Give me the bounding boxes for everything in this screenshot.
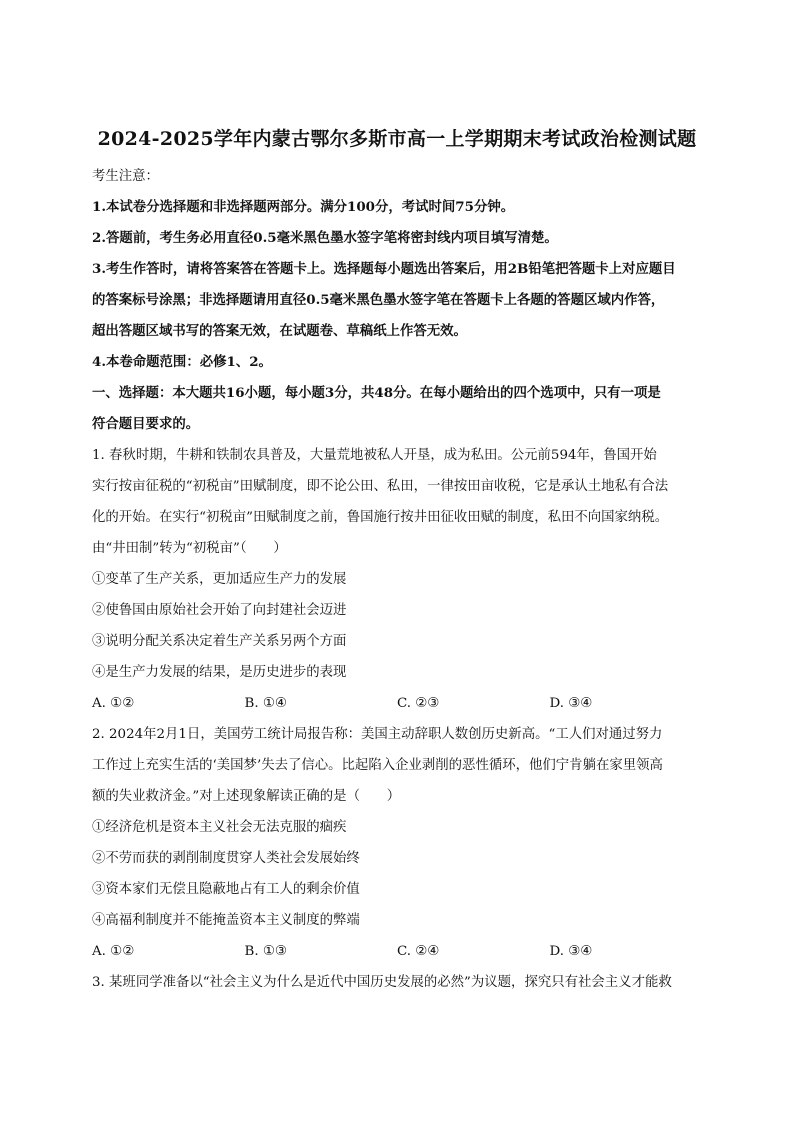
question-stem bbox=[92, 967, 702, 998]
question-line: 由“井田制”转为“初税亩”（ ） bbox=[92, 541, 287, 556]
statement-option: ④是生产力发展的结果，是历史进步的表现 bbox=[92, 665, 347, 680]
choice-c: C. ②③ bbox=[397, 696, 440, 711]
question-line: 1. 春秋时期，牛耕和铁制农具普及，大量荒地被私人开垦，成为私田。公元前594年，鲁国开始 bbox=[92, 448, 657, 463]
section-heading-cont: 符合题目要求的。 bbox=[92, 416, 200, 432]
answer-choices bbox=[92, 936, 702, 967]
notice-item: 2.答题前，考生务必用直径0.5毫米黑色墨水签字笔将密封线内项目填写清楚。 bbox=[92, 230, 558, 246]
question-line: 额的失业救济金。”对上述现象解读正确的是（ ） bbox=[92, 789, 401, 804]
question-2 bbox=[92, 719, 702, 967]
choice-c: C. ②④ bbox=[397, 944, 440, 959]
question-3 bbox=[92, 967, 702, 998]
question-line: 3. 某班同学准备以“社会主义为什么是近代中国历史发展的必然”为议题，探究只有社会主义才能救 bbox=[92, 975, 672, 990]
statement-option: ①经济危机是资本主义社会无法克服的痼疾 bbox=[92, 820, 347, 835]
statement-option: ③资本家们无偿且隐蔽地占有工人的剩余价值 bbox=[92, 882, 360, 897]
choice-b: B. ①④ bbox=[244, 696, 287, 711]
choice-a: A. ①② bbox=[92, 944, 135, 959]
question-line: 实行按亩征税的“初税亩”田赋制度，即不论公田、私田，一律按田亩收税，它是承认土地私有合法 bbox=[92, 479, 669, 494]
question-1 bbox=[92, 440, 702, 719]
choice-d: D. ③④ bbox=[549, 944, 593, 959]
question-stem bbox=[92, 719, 702, 812]
notice-item: 3.考生作答时，请将答案答在答题卡上。选择题每小题选出答案后，用2B铅笔把答题卡上对应题目 bbox=[92, 261, 676, 277]
notice-heading: 考生注意： bbox=[92, 169, 159, 184]
question-line: 化的开始。在实行“初税亩”田赋制度之前，鲁国施行按井田征收田赋的制度，私田不向国家纳税。 bbox=[92, 510, 669, 525]
statement-option: ④高福利制度并不能掩盖资本主义制度的弊端 bbox=[92, 913, 360, 928]
page-title: 2024-2025学年内蒙古鄂尔多斯市高一上学期期末考试政治检测试题 bbox=[97, 128, 697, 150]
notice-item: 的答案标号涂黑；非选择题请用直径0.5毫米黑色墨水签字笔在答题卡上各题的答题区域内作答， bbox=[92, 292, 665, 308]
notice-item: 超出答题区域书写的答案无效，在试题卷、草稿纸上作答无效。 bbox=[92, 323, 467, 339]
answer-choices bbox=[92, 688, 702, 719]
choice-b: B. ①③ bbox=[244, 944, 287, 959]
choice-d: D. ③④ bbox=[549, 696, 593, 711]
question-line: 工作过上充实生活的‘美国梦’失去了信心。比起陷入企业剥削的恶性循环，他们宁肯躺在家里领高 bbox=[92, 758, 663, 773]
statement-option: ②使鲁国由原始社会开始了向封建社会迈进 bbox=[92, 603, 347, 618]
statement-option: ③说明分配关系决定着生产关系另两个方面 bbox=[92, 634, 347, 649]
section-heading: 一、选择题：本大题共16小题，每小题3分，共48分。在每小题给出的四个选项中，只有一项是 bbox=[92, 385, 661, 401]
notice-item: 1.本试卷分选择题和非选择题两部分。满分100分，考试时间75分钟。 bbox=[92, 199, 515, 215]
question-line: 2. 2024年2月1日，美国劳工统计局报告称：美国主动辞职人数创历史新高。“工人们对通过努力 bbox=[92, 727, 663, 742]
choice-a: A. ①② bbox=[92, 696, 135, 711]
question-stem bbox=[92, 440, 702, 564]
statement-option: ①变革了生产关系，更加适应生产力的发展 bbox=[92, 572, 347, 587]
statement-option: ②不劳而获的剥削制度贯穿人类社会发展始终 bbox=[92, 851, 360, 866]
notice-item: 4.本卷命题范围：必修1、2。 bbox=[92, 354, 272, 370]
